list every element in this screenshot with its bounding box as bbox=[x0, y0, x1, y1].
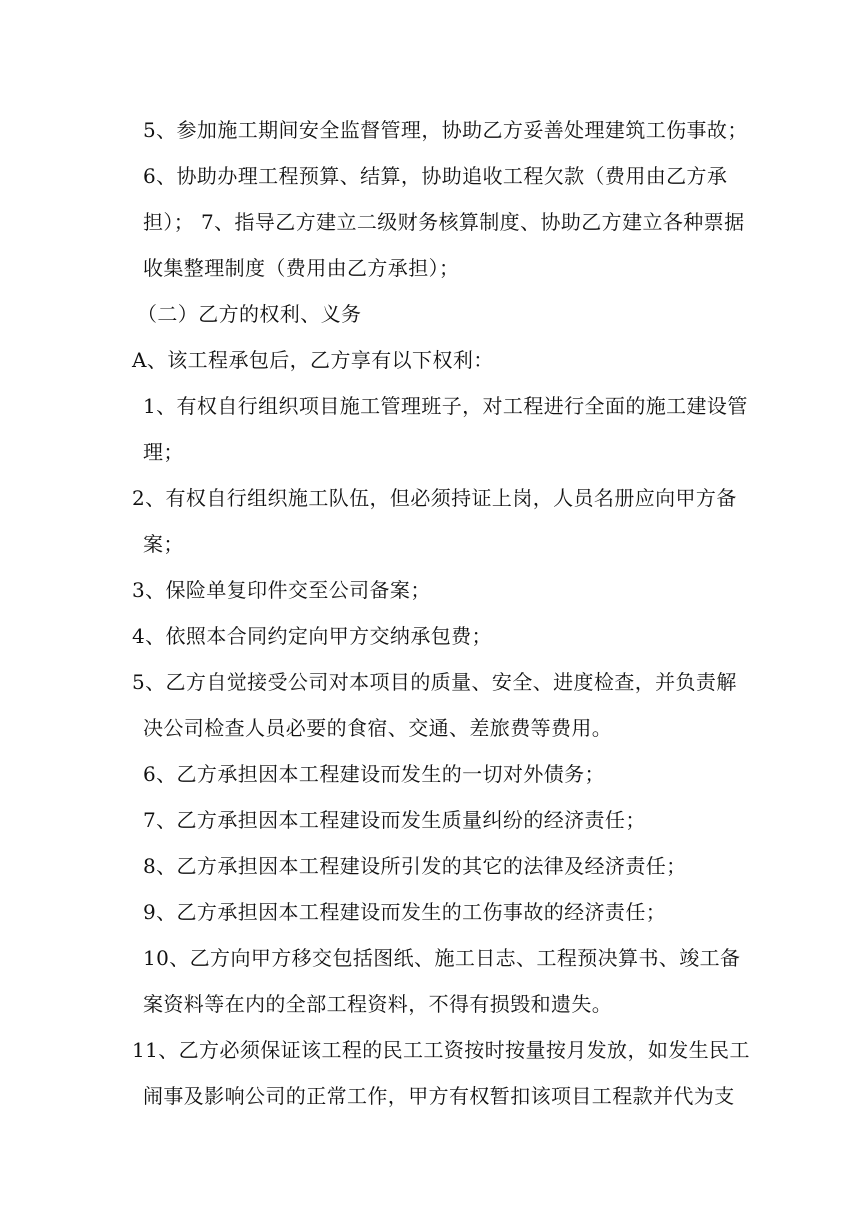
text-line: 闹事及影响公司的正常工作，甲方有权暂扣该项目工程款并代为支 bbox=[143, 1084, 735, 1108]
text-line: 6、协助办理工程预算、结算，协助追收工程欠款（费用由乙方承 bbox=[143, 164, 728, 188]
text-line: 10、乙方向甲方移交包括图纸、施工日志、工程预决算书、竣工备 bbox=[143, 946, 741, 970]
text-line: 7、乙方承担因本工程建设而发生质量纠纷的经济责任； bbox=[143, 808, 646, 832]
text-line: 4、依照本合同约定向甲方交纳承包费； bbox=[132, 624, 492, 648]
text-line: 8、乙方承担因本工程建设所引发的其它的法律及经济责任； bbox=[143, 854, 687, 878]
text-line: 6、乙方承担因本工程建设而发生的一切对外债务； bbox=[143, 762, 605, 786]
section-heading: （二）乙方的权利、义务 bbox=[137, 302, 362, 326]
text-line: 5、参加施工期间安全监督管理，协助乙方妥善处理建筑工伤事故； bbox=[143, 118, 748, 142]
subsection-heading: A、该工程承包后，乙方享有以下权利： bbox=[132, 348, 494, 372]
text-line: 案； bbox=[143, 532, 184, 556]
text-line: 2、有权自行组织施工队伍，但必须持证上岗，人员名册应向甲方备 bbox=[132, 486, 737, 510]
text-line: 11、乙方必须保证该工程的民工工资按时按量按月发放，如发生民工 bbox=[132, 1038, 750, 1062]
text-line: 收集整理制度（费用由乙方承担）； bbox=[143, 256, 460, 280]
text-line: 决公司检查人员必要的食宿、交通、差旅费等费用。 bbox=[143, 716, 613, 740]
text-line: 5、乙方自觉接受公司对本项目的质量、安全、进度检查，并负责解 bbox=[132, 670, 737, 694]
text-line: 理； bbox=[143, 440, 184, 464]
text-line: 担）； 7、指导乙方建立二级财务核算制度、协助乙方建立各种票据 bbox=[143, 210, 745, 234]
text-line: 3、保险单复印件交至公司备案； bbox=[132, 578, 431, 602]
text-line: 1、有权自行组织项目施工管理班子，对工程进行全面的施工建设管 bbox=[143, 394, 748, 418]
text-line: 案资料等在内的全部工程资料，不得有损毁和遗失。 bbox=[143, 992, 613, 1016]
text-line: 9、乙方承担因本工程建设而发生的工伤事故的经济责任； bbox=[143, 900, 667, 924]
